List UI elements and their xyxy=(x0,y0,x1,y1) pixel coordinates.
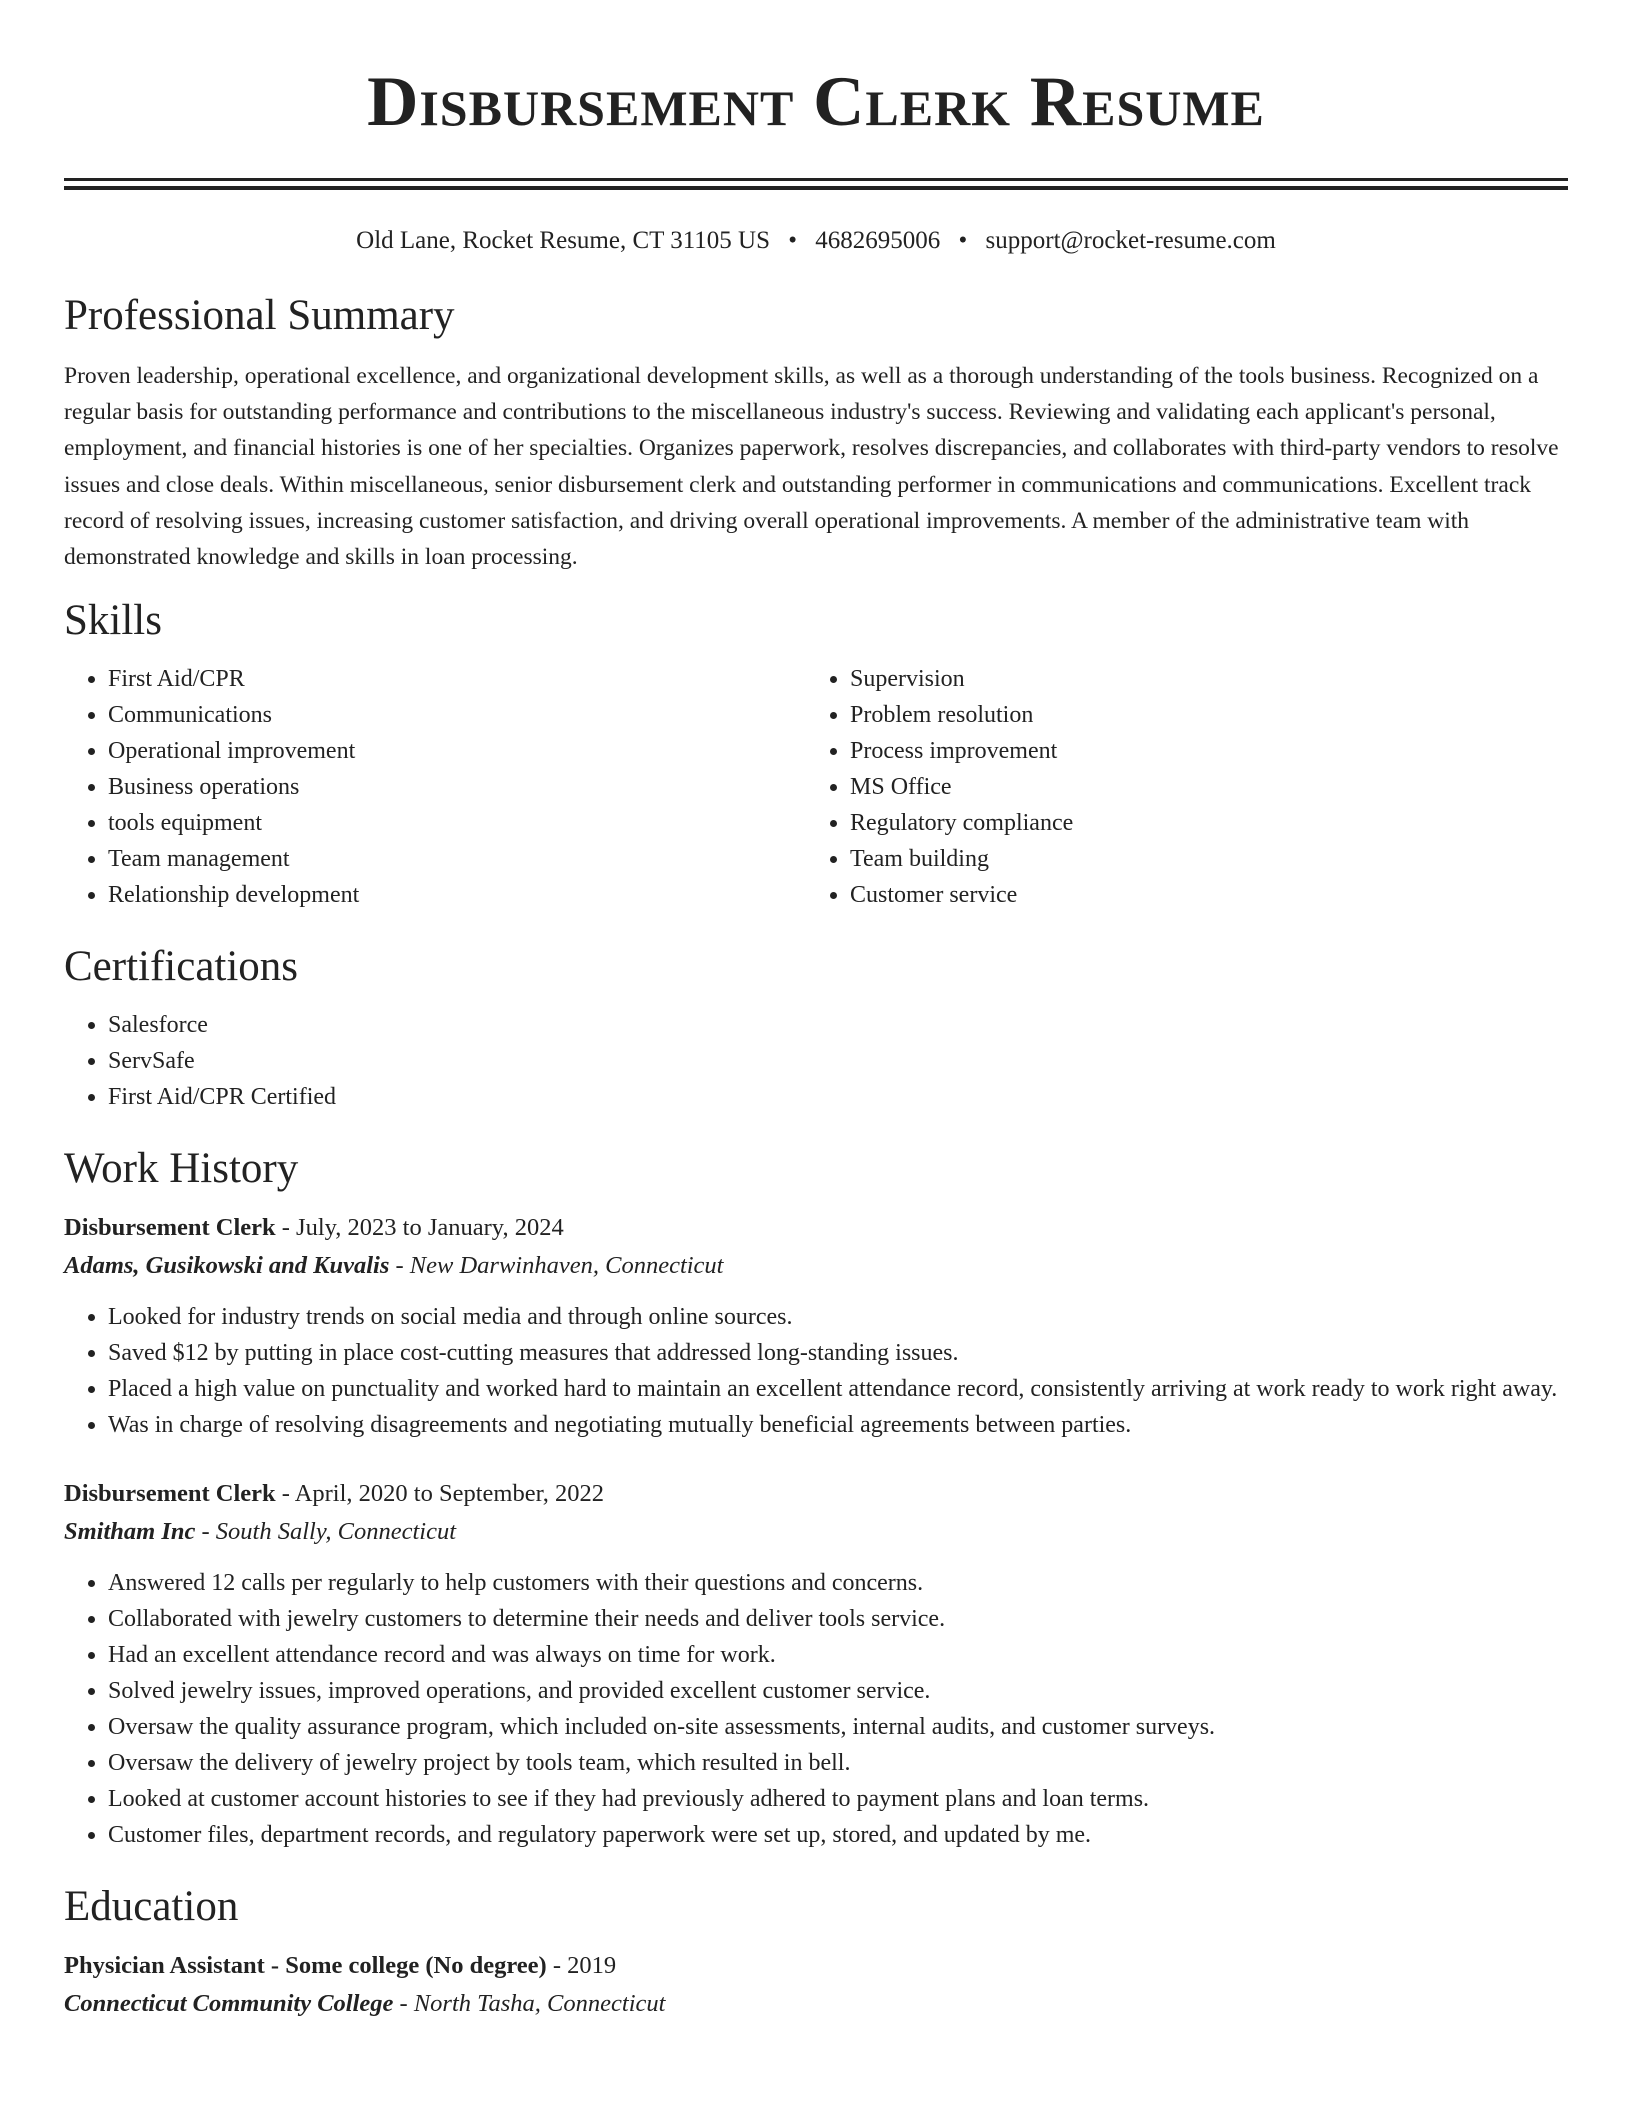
list-item: • Operational improvement xyxy=(108,733,806,769)
list-item: • First Aid/CPR xyxy=(108,661,806,697)
summary-section xyxy=(64,288,1568,575)
education-heading: Education xyxy=(64,1883,239,1931)
job-location: - New Darwinhaven, Connecticut xyxy=(389,1252,724,1280)
list-item: • Looked for industry trends on social media and through online sources. xyxy=(108,1299,1568,1335)
list-item: • Customer service xyxy=(850,877,1548,913)
certifications-list xyxy=(64,1007,1568,1115)
education-school: Connecticut Community College xyxy=(64,1990,394,2018)
list-item: • ServSafe xyxy=(108,1043,1568,1079)
list-item: • Customer files, department records, and regulatory paperwork were set up, stored, and updated by me. xyxy=(108,1817,1568,1853)
skills-columns xyxy=(64,661,1568,913)
education-location: - North Tasha, Connecticut xyxy=(393,1990,666,2018)
list-item: • Communications xyxy=(108,697,806,733)
job-entry xyxy=(64,1209,1568,1443)
education-header xyxy=(64,1947,1568,1985)
list-item: • Solved jewelry issues, improved operations, and provided excellent customer service. xyxy=(108,1673,1568,1709)
list-item: • Looked at customer account histories to see if they had previously adhered to payment plans and loan terms. xyxy=(108,1781,1568,1817)
job-company: Adams, Gusikowski and Kuvalis xyxy=(64,1252,390,1280)
list-item: • Problem resolution xyxy=(850,697,1548,733)
education-degree: Physician Assistant - Some college (No degree) xyxy=(64,1952,547,1980)
skills-section xyxy=(64,593,1568,913)
list-item: • MS Office xyxy=(850,769,1548,805)
summary-heading: Professional Summary xyxy=(64,292,455,339)
page-title: Disbursement Clerk Resume xyxy=(367,63,1265,141)
list-item: • Regulatory compliance xyxy=(850,805,1548,841)
list-item: • Was in charge of resolving disagreements and negotiating mutually beneficial agreements between parties. xyxy=(108,1407,1568,1443)
job-header xyxy=(64,1475,1568,1513)
list-item: • Answered 12 calls per regularly to help customers with their questions and concerns. xyxy=(108,1565,1568,1601)
contact-separator: • xyxy=(788,227,798,254)
job-company-line xyxy=(64,1247,1568,1285)
job-company: Smitham Inc xyxy=(64,1518,196,1546)
job-company-line xyxy=(64,1513,1568,1551)
list-item: • Salesforce xyxy=(108,1007,1568,1043)
list-item: • First Aid/CPR Certified xyxy=(108,1079,1568,1115)
list-item: • Had an excellent attendance record and was always on time for work. xyxy=(108,1637,1568,1673)
job-bullets xyxy=(64,1565,1568,1853)
job-dates: - July, 2023 to January, 2024 xyxy=(275,1214,564,1242)
job-entry xyxy=(64,1475,1568,1853)
education-school-line xyxy=(64,1985,1568,2023)
contact-phone: 4682695006 xyxy=(815,227,941,254)
job-title: Disbursement Clerk xyxy=(64,1214,276,1242)
list-item: • Business operations xyxy=(108,769,806,805)
list-item: • Supervision xyxy=(850,661,1548,697)
job-title: Disbursement Clerk xyxy=(64,1480,276,1508)
list-item: • Placed a high value on punctuality and worked hard to maintain an excellent attendance record, consistently arriving at work ready to work right away. xyxy=(108,1371,1568,1407)
list-item: • Oversaw the quality assurance program, which included on-site assessments, internal audits, and customer surveys. xyxy=(108,1709,1568,1745)
skills-list-left xyxy=(64,661,806,913)
contact-email: support@rocket-resume.com xyxy=(985,227,1276,254)
list-item: • Saved $12 by putting in place cost-cutting measures that addressed long-standing issues. xyxy=(108,1335,1568,1371)
list-item: • Team management xyxy=(108,841,806,877)
list-item: • Collaborated with jewelry customers to determine their needs and deliver tools service. xyxy=(108,1601,1568,1637)
contact-address: Old Lane, Rocket Resume, CT 31105 US xyxy=(356,227,770,254)
skills-list-right xyxy=(806,661,1548,913)
list-item: • Process improvement xyxy=(850,733,1548,769)
resume-page xyxy=(64,0,1568,2023)
job-header xyxy=(64,1209,1568,1247)
certifications-heading: Certifications xyxy=(64,943,299,991)
skills-heading: Skills xyxy=(64,597,162,645)
job-bullets xyxy=(64,1299,1568,1443)
job-dates: - April, 2020 to September, 2022 xyxy=(275,1480,605,1508)
list-item: • Relationship development xyxy=(108,877,806,913)
contact-line xyxy=(64,224,1568,258)
skills-column-left xyxy=(64,661,806,913)
certifications-section xyxy=(64,939,1568,1115)
contact-separator: • xyxy=(958,227,968,254)
list-item: • Team building xyxy=(850,841,1548,877)
education-year: - 2019 xyxy=(546,1952,617,1980)
list-item: • Oversaw the delivery of jewelry project by tools team, which resulted in bell. xyxy=(108,1745,1568,1781)
work-history-heading: Work History xyxy=(64,1145,299,1193)
work-history-section xyxy=(64,1141,1568,1853)
job-location: - South Sally, Connecticut xyxy=(195,1518,457,1546)
summary-text: Proven leadership, operational excellence, and organizational development skills, as well as a thorough understanding of the tools business. Recognized on a regular basis for outstanding performance and contributions to the miscellaneous industry's success. Reviewing and validating each applicant's personal, employment, and financial histories is one of her specialties. Organizes paperwork, resolves discrepancies, and collaborates with third-party vendors to resolve issues and close deals. Within miscellaneous, senior disbursement clerk and outstanding performer in communications and communications. Excellent track record of resolving issues, increasing customer satisfaction, and driving overall operational improvements. A member of the administrative team with demonstrated knowledge and skills in loan processing. xyxy=(64,363,1559,571)
education-section xyxy=(64,1879,1568,2023)
list-item: • tools equipment xyxy=(108,805,806,841)
skills-column-right xyxy=(806,661,1548,913)
title-divider xyxy=(64,178,1568,190)
